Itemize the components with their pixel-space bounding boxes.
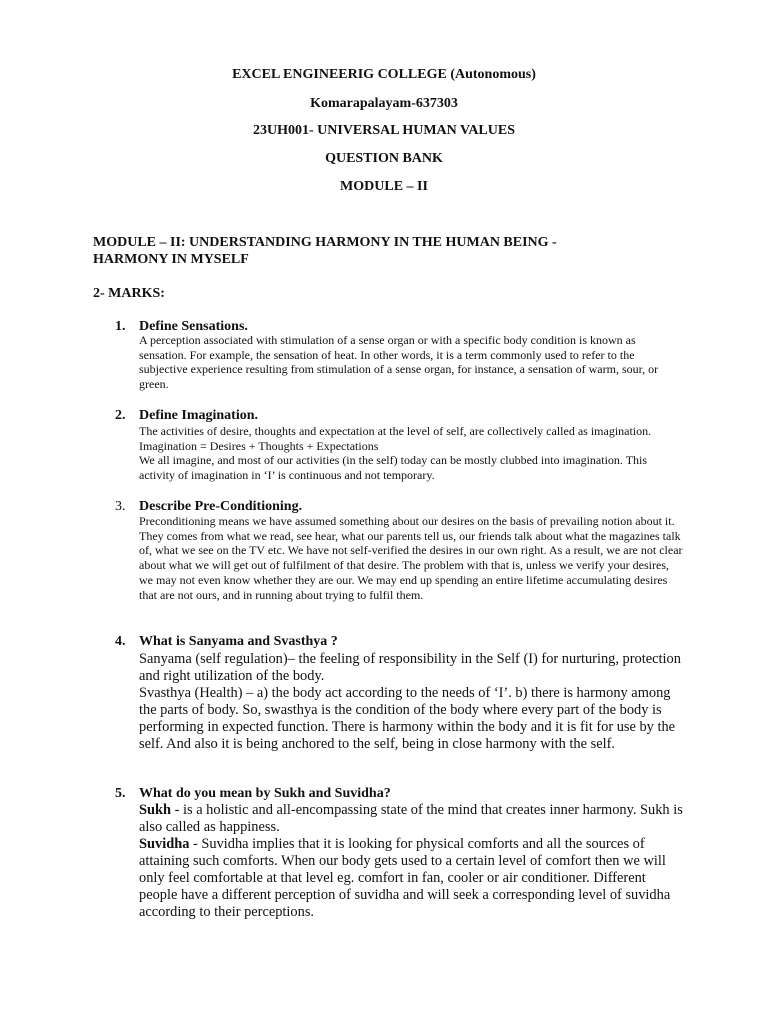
question-title: What is Sanyama and Svasthya ? [139, 634, 338, 649]
module-label: MODULE – II [340, 179, 428, 194]
question-number: 2. [115, 408, 126, 423]
question-number: 5. [115, 786, 126, 801]
document-type: QUESTION BANK [325, 151, 443, 166]
term-label: Suvidha [139, 836, 190, 852]
college-name: EXCEL ENGINEERIG COLLEGE (Autonomous) [232, 67, 536, 82]
answer-paragraph: Preconditioning means we have assumed something about our desires on the basis of prevailing notion about it. They comes from what we read, see hear, what our parents tell us, our friends talk about what the magazines talk of, what we see on the TV etc. We have not self-verified the desires in our own right. As a result, we are not clear about what we will get out of fulfilment of that desire. The problem with that is, unless we verify your desires, we may not even know whether they are our. We may end up spending an entire lifetime accumulating desires that are not ours, and in running about trying to fulfil them. [139, 514, 683, 602]
term-definition: - Suvidha implies that it is looking for physical comforts and all the sources of attaining such comforts. When our body gets used to a certain level of comfort then we will only feel comfortable at that level eg. comfort in fan, cooler or air conditioner. Different people have a different perception of suvidha and will seek a corresponding level of suvidha according to their perceptions. [139, 836, 671, 920]
marks-heading: 2- MARKS: [93, 286, 165, 301]
answer-paragraph: Sanyama (self regulation)– the feeling of responsibility in the Self (I) for nurturing, protection and right utilization of the body. [139, 651, 681, 684]
question-title: Describe Pre-Conditioning. [139, 499, 303, 514]
term-definition: - is a holistic and all-encompassing state of the mind that creates inner harmony. Sukh is also called as happiness. [139, 802, 683, 835]
term-label: Sukh [139, 802, 172, 818]
answer-text [139, 651, 687, 753]
question-number: 4. [115, 634, 126, 649]
answer-text [139, 802, 687, 921]
question-title: Define Sensations. [139, 319, 248, 334]
question-title: What do you mean by Sukh and Suvidha? [139, 786, 391, 801]
question-number: 3. [115, 499, 126, 514]
question-number: 1. [115, 319, 126, 334]
answer-paragraph [139, 802, 687, 836]
answer-paragraph: We all imagine, and most of our activities (in the self) today can be mostly clubbed into imagination. This activity of imagination in ‘I’ is continuous and not temporary. [139, 453, 648, 483]
answer-text [139, 333, 684, 392]
answer-text [139, 514, 684, 602]
answer-paragraph: A perception associated with stimulation of a sense organ or with a specific body condition is known as sensation. For example, the sensation of heat. In other words, it is a term commonly used to refer to the subjective experience resulting from stimulation of a sense organ, for instance, a sensation of warm, sour, or green. [139, 333, 659, 392]
answer-paragraph: Svasthya (Health) – a) the body act according to the needs of ‘I’. b) there is harmony among the parts of body. So, swasthya is the condition of the body where every part of the body is performing in expected function. There is harmony within the body and it is fit for use by the self. And also it is being anchored to the self, being in close harmony with the self. [139, 685, 676, 752]
answer-paragraph: The activities of desire, thoughts and expectation at the level of self, are collectively called as imagination. Imagination = Desires + Thoughts + Expectations [139, 424, 652, 453]
answer-text [139, 424, 684, 483]
answer-paragraph [139, 836, 687, 921]
course-title: 23UH001- UNIVERSAL HUMAN VALUES [252, 123, 516, 138]
module-heading: MODULE – II: UNDERSTANDING HARMONY IN THE HUMAN BEING - HARMONY IN MYSELF [93, 235, 557, 267]
question-title: Define Imagination. [139, 408, 258, 423]
college-location: Komarapalayam-637303 [310, 96, 458, 111]
